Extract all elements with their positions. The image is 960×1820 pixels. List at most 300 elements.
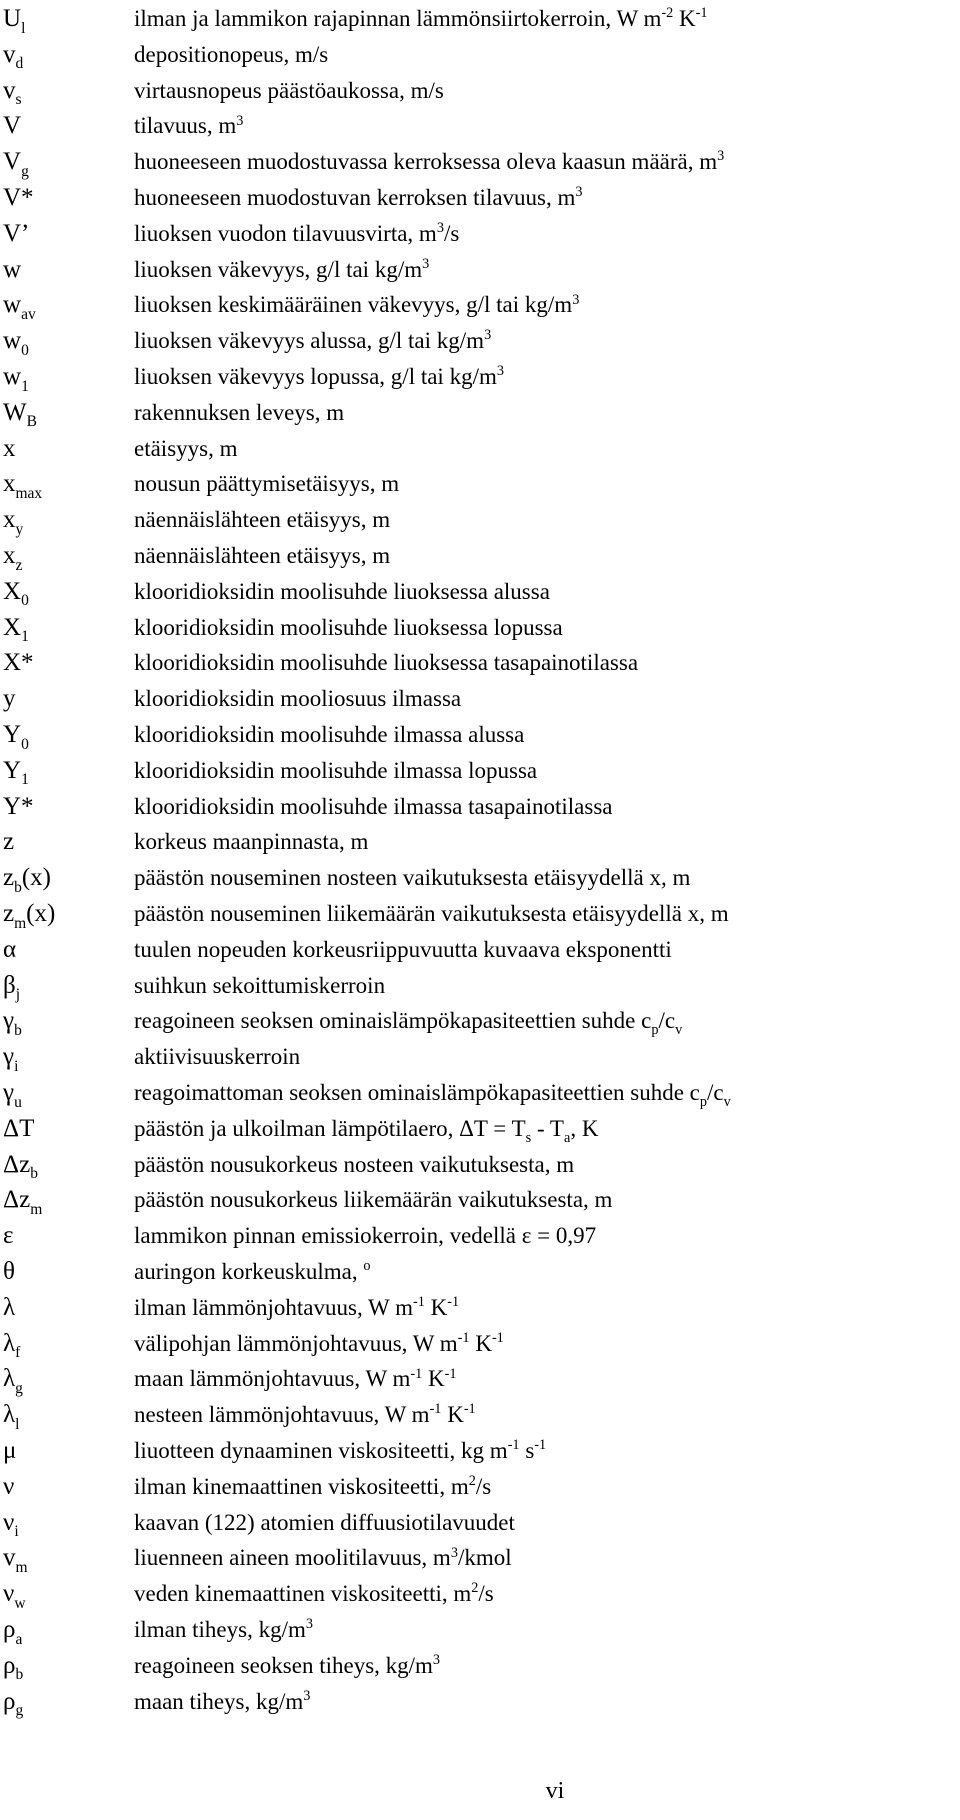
symbol-row xyxy=(0,646,960,680)
symbol-row xyxy=(0,718,960,752)
text-run: reagoineen seoksen ominaislämpökapasiteettien suhde c xyxy=(134,1008,652,1034)
symbol-row xyxy=(0,861,960,895)
symbol-term xyxy=(3,1219,14,1253)
subscript: j xyxy=(15,986,21,1004)
text-run: , K xyxy=(570,1115,599,1141)
symbol-definition xyxy=(134,1613,313,1650)
text-run: λ xyxy=(3,1293,16,1321)
text-run: klooridioksidin moolisuhde liuoksessa tasapainotilassa xyxy=(134,650,639,676)
symbol-definition xyxy=(134,217,459,254)
text-run: virtausnopeus päästöaukossa, m/s xyxy=(134,77,444,103)
symbol-row xyxy=(0,432,960,466)
symbol-row xyxy=(0,360,960,394)
text-run: V’ xyxy=(3,219,30,247)
symbol-row xyxy=(0,145,960,179)
subscript: 0 xyxy=(21,341,29,359)
subscript: v xyxy=(675,1022,683,1039)
symbol-definition xyxy=(134,1112,598,1149)
subscript: g xyxy=(15,1379,23,1397)
symbol-term xyxy=(3,933,16,967)
superscript: 3 xyxy=(572,291,580,308)
symbol-term xyxy=(3,1291,15,1325)
superscript: -1 xyxy=(457,1329,470,1346)
symbol-term xyxy=(3,253,21,287)
symbol-definition xyxy=(134,74,444,108)
text-run: v xyxy=(3,76,16,104)
text-run: ν xyxy=(3,1580,15,1608)
symbol-row xyxy=(0,1076,960,1110)
text-run: Y* xyxy=(3,792,34,820)
superscript: -1 xyxy=(412,1293,425,1310)
superscript: 3 xyxy=(432,1651,441,1668)
symbol-term xyxy=(3,825,14,859)
text-run: z xyxy=(3,900,15,927)
text-run: ilman lämmönjohtavuus, W m xyxy=(134,1294,413,1320)
subscript: b xyxy=(30,1165,38,1183)
text-run: X xyxy=(3,613,22,641)
subscript: f xyxy=(15,1344,21,1362)
symbol-definition xyxy=(134,109,243,146)
symbol-term xyxy=(3,109,21,143)
symbol-row xyxy=(0,253,960,287)
text-run: (x) xyxy=(21,864,52,892)
superscript: -1 xyxy=(447,1293,460,1310)
text-run: μ xyxy=(3,1437,17,1464)
symbol-definition xyxy=(134,1219,596,1253)
subscript: b xyxy=(15,1666,24,1684)
subscript: v xyxy=(723,1093,731,1110)
symbol-definition xyxy=(134,861,690,895)
symbol-term xyxy=(3,181,34,215)
symbol-row xyxy=(0,1291,960,1325)
text-run: päästön nousukorkeus liikemäärän vaikutuksesta, m xyxy=(134,1187,613,1213)
text-run: etäisyys, m xyxy=(134,435,238,461)
symbol-term xyxy=(3,1649,23,1686)
text-run: x xyxy=(3,542,16,569)
text-run: aktiivisuuskerroin xyxy=(134,1044,301,1070)
symbol-term xyxy=(3,790,34,824)
text-run: Δz xyxy=(3,1186,31,1214)
superscript: 2 xyxy=(471,1580,479,1597)
subscript: g xyxy=(15,1702,24,1720)
symbol-term xyxy=(3,467,42,504)
text-run: suihkun sekoittumiskerroin xyxy=(134,972,386,998)
symbol-definition xyxy=(134,1183,612,1217)
symbol-definition xyxy=(134,1470,491,1507)
symbol-row xyxy=(0,539,960,573)
text-run: K xyxy=(469,1330,492,1356)
superscript: o xyxy=(363,1258,371,1275)
text-run: Y xyxy=(3,721,22,748)
text-run: W xyxy=(3,398,27,426)
symbol-definition xyxy=(134,1362,457,1399)
symbol-row xyxy=(0,1219,960,1253)
subscript: 1 xyxy=(21,628,29,646)
text-run: nesteen lämmönjohtavuus, W m xyxy=(134,1402,430,1428)
text-run: veden kinemaattinen viskositeetti, m xyxy=(134,1581,472,1607)
subscript: 1 xyxy=(21,771,29,789)
subscript: 0 xyxy=(21,592,29,610)
symbol-row xyxy=(0,1112,960,1146)
symbol-term xyxy=(3,1112,34,1146)
text-run: rakennuksen leveys, m xyxy=(134,399,345,425)
symbol-row xyxy=(0,897,960,931)
subscript: m xyxy=(30,1200,43,1218)
symbol-term xyxy=(3,74,22,111)
symbol-row xyxy=(0,1327,960,1361)
symbol-term xyxy=(3,1470,14,1504)
text-run: /c xyxy=(707,1080,724,1105)
symbol-definition xyxy=(134,1506,515,1540)
symbol-term xyxy=(3,611,29,648)
symbol-term xyxy=(3,1685,23,1722)
symbol-row xyxy=(0,38,960,72)
symbol-term xyxy=(3,1183,42,1220)
symbol-row xyxy=(0,1362,960,1396)
symbol-definition xyxy=(134,1327,504,1364)
symbol-definition xyxy=(134,933,672,967)
text-run: päästön nousukorkeus nosteen vaikutuksesta, m xyxy=(134,1151,575,1177)
symbol-term xyxy=(3,1327,20,1364)
superscript: 3 xyxy=(450,1544,458,1561)
text-run: liuoksen väkevyys lopussa, g/l tai kg/m xyxy=(134,364,497,389)
text-run: z xyxy=(3,828,15,856)
text-run: s xyxy=(519,1438,535,1463)
subscript: 0 xyxy=(21,735,29,753)
symbol-definition xyxy=(134,432,238,466)
text-run: reagoimattoman seoksen ominaislämpökapasiteettien suhde c xyxy=(134,1080,700,1105)
symbol-term xyxy=(3,288,36,325)
text-run: θ xyxy=(3,1258,15,1285)
symbol-term xyxy=(3,2,25,39)
symbol-definition xyxy=(134,1255,370,1292)
symbol-definition xyxy=(134,539,390,573)
superscript: 3 xyxy=(496,363,504,380)
symbol-row xyxy=(0,825,960,859)
text-run: /s xyxy=(475,1473,492,1499)
symbol-term xyxy=(3,145,29,182)
symbol-term xyxy=(3,861,51,898)
symbol-term xyxy=(3,1040,18,1077)
text-run: päästön ja ulkoilman lämpötilaero, ΔT = T xyxy=(134,1115,526,1141)
subscript: b xyxy=(14,878,22,896)
symbol-term xyxy=(3,718,29,755)
text-run: tilavuus, m xyxy=(134,113,237,139)
text-run: K xyxy=(441,1402,464,1428)
text-run: klooridioksidin moolisuhde ilmassa lopussa xyxy=(134,757,538,783)
subscript: a xyxy=(563,1129,571,1146)
symbol-definition xyxy=(134,324,491,361)
symbol-term xyxy=(3,1541,28,1578)
symbol-definition xyxy=(134,1541,512,1578)
text-run: /kmol xyxy=(457,1545,512,1571)
text-run: välipohjan lämmönjohtavuus, W m xyxy=(134,1330,458,1356)
symbol-row xyxy=(0,1685,960,1719)
superscript: 3 xyxy=(436,219,444,236)
symbol-definition xyxy=(134,38,328,72)
text-run: γ xyxy=(3,1043,15,1071)
symbol-row xyxy=(0,503,960,537)
text-run: tuulen nopeuden korkeusriippuvuutta kuvaava eksponentti xyxy=(134,936,672,962)
symbol-term xyxy=(3,1148,38,1185)
text-run: päästön nouseminen liikemäärän vaikutuksesta etäisyydellä x, m xyxy=(134,901,729,926)
text-run: Y xyxy=(3,756,22,784)
text-run: λ xyxy=(3,1401,16,1429)
text-run: K xyxy=(424,1294,448,1320)
symbol-definition xyxy=(134,825,368,859)
text-run: ΔT xyxy=(3,1114,35,1142)
symbol-term xyxy=(3,1613,22,1650)
subscript: s xyxy=(15,91,22,109)
symbol-term xyxy=(3,432,16,466)
superscript: -1 xyxy=(463,1401,476,1418)
text-run: w xyxy=(3,291,22,319)
symbol-term xyxy=(3,1076,22,1113)
superscript: -2 xyxy=(661,5,674,22)
symbol-term xyxy=(3,969,20,1006)
text-run: w xyxy=(3,327,22,355)
symbol-definition xyxy=(134,1076,731,1113)
symbol-row xyxy=(0,575,960,609)
text-run: kaavan (122) atomien diffuusiotilavuudet xyxy=(134,1509,515,1535)
symbol-definition xyxy=(134,467,399,501)
symbol-definition xyxy=(134,682,461,716)
superscript: 2 xyxy=(468,1472,476,1489)
superscript: 3 xyxy=(422,255,430,272)
text-run: K xyxy=(673,6,696,31)
symbol-row xyxy=(0,467,960,501)
text-run: klooridioksidin moolisuhde ilmassa alussa xyxy=(134,722,525,747)
subscript: av xyxy=(21,305,36,323)
symbol-term xyxy=(3,646,34,680)
subscript: max xyxy=(15,484,43,502)
symbol-term xyxy=(3,575,29,612)
subscript: u xyxy=(14,1093,22,1111)
symbol-definition xyxy=(134,1398,476,1435)
symbol-definition xyxy=(134,646,638,680)
symbol-row xyxy=(0,1183,960,1217)
superscript: 3 xyxy=(575,184,583,201)
symbol-row xyxy=(0,1040,960,1074)
symbol-definition xyxy=(134,1004,682,1041)
text-run: α xyxy=(3,935,17,963)
symbol-row xyxy=(0,2,960,36)
subscript: p xyxy=(699,1093,708,1110)
text-run: ε xyxy=(3,1222,14,1250)
text-run: Δz xyxy=(3,1150,31,1178)
text-run: ilman tiheys, kg/m xyxy=(134,1617,306,1642)
symbol-row xyxy=(0,933,960,967)
symbol-definition xyxy=(134,718,524,752)
text-run: V* xyxy=(3,184,34,211)
symbol-row xyxy=(0,1255,960,1289)
symbol-definition xyxy=(134,897,729,931)
text-run: ρ xyxy=(3,1651,16,1679)
text-run: z xyxy=(3,864,15,892)
text-run: liuenneen aineen moolitilavuus, m xyxy=(134,1545,451,1571)
symbol-row xyxy=(0,1148,960,1182)
symbol-term xyxy=(3,38,23,75)
symbol-term xyxy=(3,754,29,791)
symbol-row xyxy=(0,396,960,430)
subscript: i xyxy=(14,1057,19,1075)
symbol-term xyxy=(3,1362,23,1399)
superscript: 3 xyxy=(305,1616,313,1633)
symbol-term xyxy=(3,1577,26,1614)
subscript: w xyxy=(14,1594,26,1612)
symbol-row xyxy=(0,611,960,645)
text-run: liuoksen vuodon tilavuusvirta, m xyxy=(134,220,437,246)
text-run: ρ xyxy=(3,1687,16,1715)
text-run: liuoksen väkevyys alussa, g/l tai kg/m xyxy=(134,328,485,354)
symbol-definition xyxy=(134,790,612,824)
subscript: b xyxy=(14,1021,22,1039)
symbol-row xyxy=(0,324,960,358)
symbol-term xyxy=(3,360,29,397)
symbol-row xyxy=(0,1004,960,1038)
text-run: V xyxy=(3,112,22,140)
symbol-row xyxy=(0,682,960,716)
symbol-definition xyxy=(134,145,724,182)
text-run: /c xyxy=(658,1008,676,1034)
symbol-definition xyxy=(134,1434,546,1471)
text-run: liuoksen väkevyys, g/l tai kg/m xyxy=(134,256,423,282)
text-run: klooridioksidin moolisuhde ilmassa tasapainotilassa xyxy=(134,793,613,819)
subscript: z xyxy=(15,556,23,574)
text-run: K xyxy=(422,1366,445,1392)
superscript: 3 xyxy=(303,1687,311,1704)
symbol-row xyxy=(0,181,960,215)
symbol-definition xyxy=(134,288,579,325)
subscript: y xyxy=(15,520,24,538)
superscript: -1 xyxy=(444,1365,457,1382)
text-run: - T xyxy=(531,1115,564,1141)
symbol-term xyxy=(3,1434,16,1468)
text-run: lammikon pinnan emissiokerroin, vedellä ε = 0,97 xyxy=(134,1223,597,1249)
text-run: ν xyxy=(3,1508,15,1536)
symbol-definition xyxy=(134,1685,310,1722)
symbol-row xyxy=(0,1470,960,1504)
subscript: B xyxy=(26,413,37,431)
symbol-row xyxy=(0,1613,960,1647)
text-run: klooridioksidin mooliosuus ilmassa xyxy=(134,686,462,712)
text-run: y xyxy=(3,685,16,713)
text-run: w xyxy=(3,255,22,283)
symbol-row xyxy=(0,288,960,322)
symbol-definition xyxy=(134,253,429,290)
subscript: 1 xyxy=(21,377,29,395)
text-run: maan lämmönjohtavuus, W m xyxy=(134,1366,411,1392)
symbol-definition xyxy=(134,2,708,39)
text-run: päästön nouseminen nosteen vaikutuksesta etäisyydellä x, m xyxy=(134,865,691,891)
symbol-definition xyxy=(134,1649,440,1686)
symbol-row xyxy=(0,790,960,824)
text-run: ρ xyxy=(3,1616,16,1643)
symbol-definition xyxy=(134,611,563,645)
text-run: β xyxy=(3,971,16,999)
symbol-term xyxy=(3,1004,22,1041)
subscript: a xyxy=(15,1630,23,1648)
symbol-definition xyxy=(134,1291,459,1328)
superscript: 3 xyxy=(236,112,244,129)
symbol-term xyxy=(3,539,22,576)
text-run: λ xyxy=(3,1329,16,1357)
text-run: ilman kinemaattinen viskositeetti, m xyxy=(134,1473,469,1499)
symbol-row xyxy=(0,109,960,143)
text-run: klooridioksidin moolisuhde liuoksessa alussa xyxy=(134,578,550,604)
text-run: korkeus maanpinnasta, m xyxy=(134,829,369,855)
symbol-row xyxy=(0,1577,960,1611)
symbol-row xyxy=(0,1434,960,1468)
text-run: ν xyxy=(3,1472,15,1500)
subscript: l xyxy=(21,19,26,37)
symbol-definition xyxy=(134,1577,494,1614)
text-run: liuotteen dynaaminen viskositeetti, kg m xyxy=(134,1438,508,1463)
text-run: (x) xyxy=(26,900,56,927)
symbol-definition xyxy=(134,969,385,1003)
symbol-term xyxy=(3,324,29,361)
text-run: huoneeseen muodostuvan kerroksen tilavuus, m xyxy=(134,185,576,210)
text-run: X* xyxy=(3,649,34,677)
superscript: -1 xyxy=(507,1437,520,1454)
subscript: m xyxy=(14,914,27,932)
subscript: m xyxy=(15,1558,28,1576)
text-run: U xyxy=(3,5,22,32)
symbol-definition xyxy=(134,1148,574,1182)
text-run: x xyxy=(3,506,16,534)
symbol-term xyxy=(3,897,55,934)
symbol-definition xyxy=(134,1040,300,1074)
superscript: -1 xyxy=(491,1329,504,1346)
symbol-term xyxy=(3,1255,15,1289)
symbol-term xyxy=(3,682,16,716)
page-number: vi xyxy=(545,1778,565,1804)
subscript: l xyxy=(15,1415,20,1433)
subscript: s xyxy=(525,1129,532,1146)
superscript: -1 xyxy=(410,1365,423,1382)
symbol-definition xyxy=(134,360,504,397)
text-run: depositionopeus, m/s xyxy=(134,41,329,67)
superscript: -1 xyxy=(429,1401,442,1418)
symbol-term xyxy=(3,396,37,433)
symbol-term xyxy=(3,217,29,251)
text-run: V xyxy=(3,148,22,176)
text-run: v xyxy=(3,40,16,68)
text-run: x xyxy=(3,470,16,498)
symbol-definition xyxy=(134,396,344,430)
text-run: auringon korkeuskulma, xyxy=(134,1259,364,1284)
text-run: liuoksen keskimääräinen väkevyys, g/l tai kg/m xyxy=(134,292,573,318)
subscript: i xyxy=(14,1523,19,1541)
symbol-term xyxy=(3,503,23,540)
symbol-row xyxy=(0,1398,960,1432)
subscript: g xyxy=(21,162,29,180)
text-run: γ xyxy=(3,1007,15,1035)
text-run: /s xyxy=(443,220,460,246)
subscript: p xyxy=(651,1022,659,1039)
text-run: γ xyxy=(3,1079,15,1106)
text-run: w xyxy=(3,363,22,390)
symbol-term xyxy=(3,1506,19,1543)
superscript: -1 xyxy=(695,5,708,22)
symbol-definition xyxy=(134,181,583,218)
superscript: -1 xyxy=(534,1437,547,1454)
subscript: d xyxy=(15,55,24,73)
symbol-definition xyxy=(134,754,537,788)
text-run: näennäislähteen etäisyys, m xyxy=(134,507,391,533)
text-run: klooridioksidin moolisuhde liuoksessa lopussa xyxy=(134,614,563,640)
superscript: 3 xyxy=(717,148,725,165)
